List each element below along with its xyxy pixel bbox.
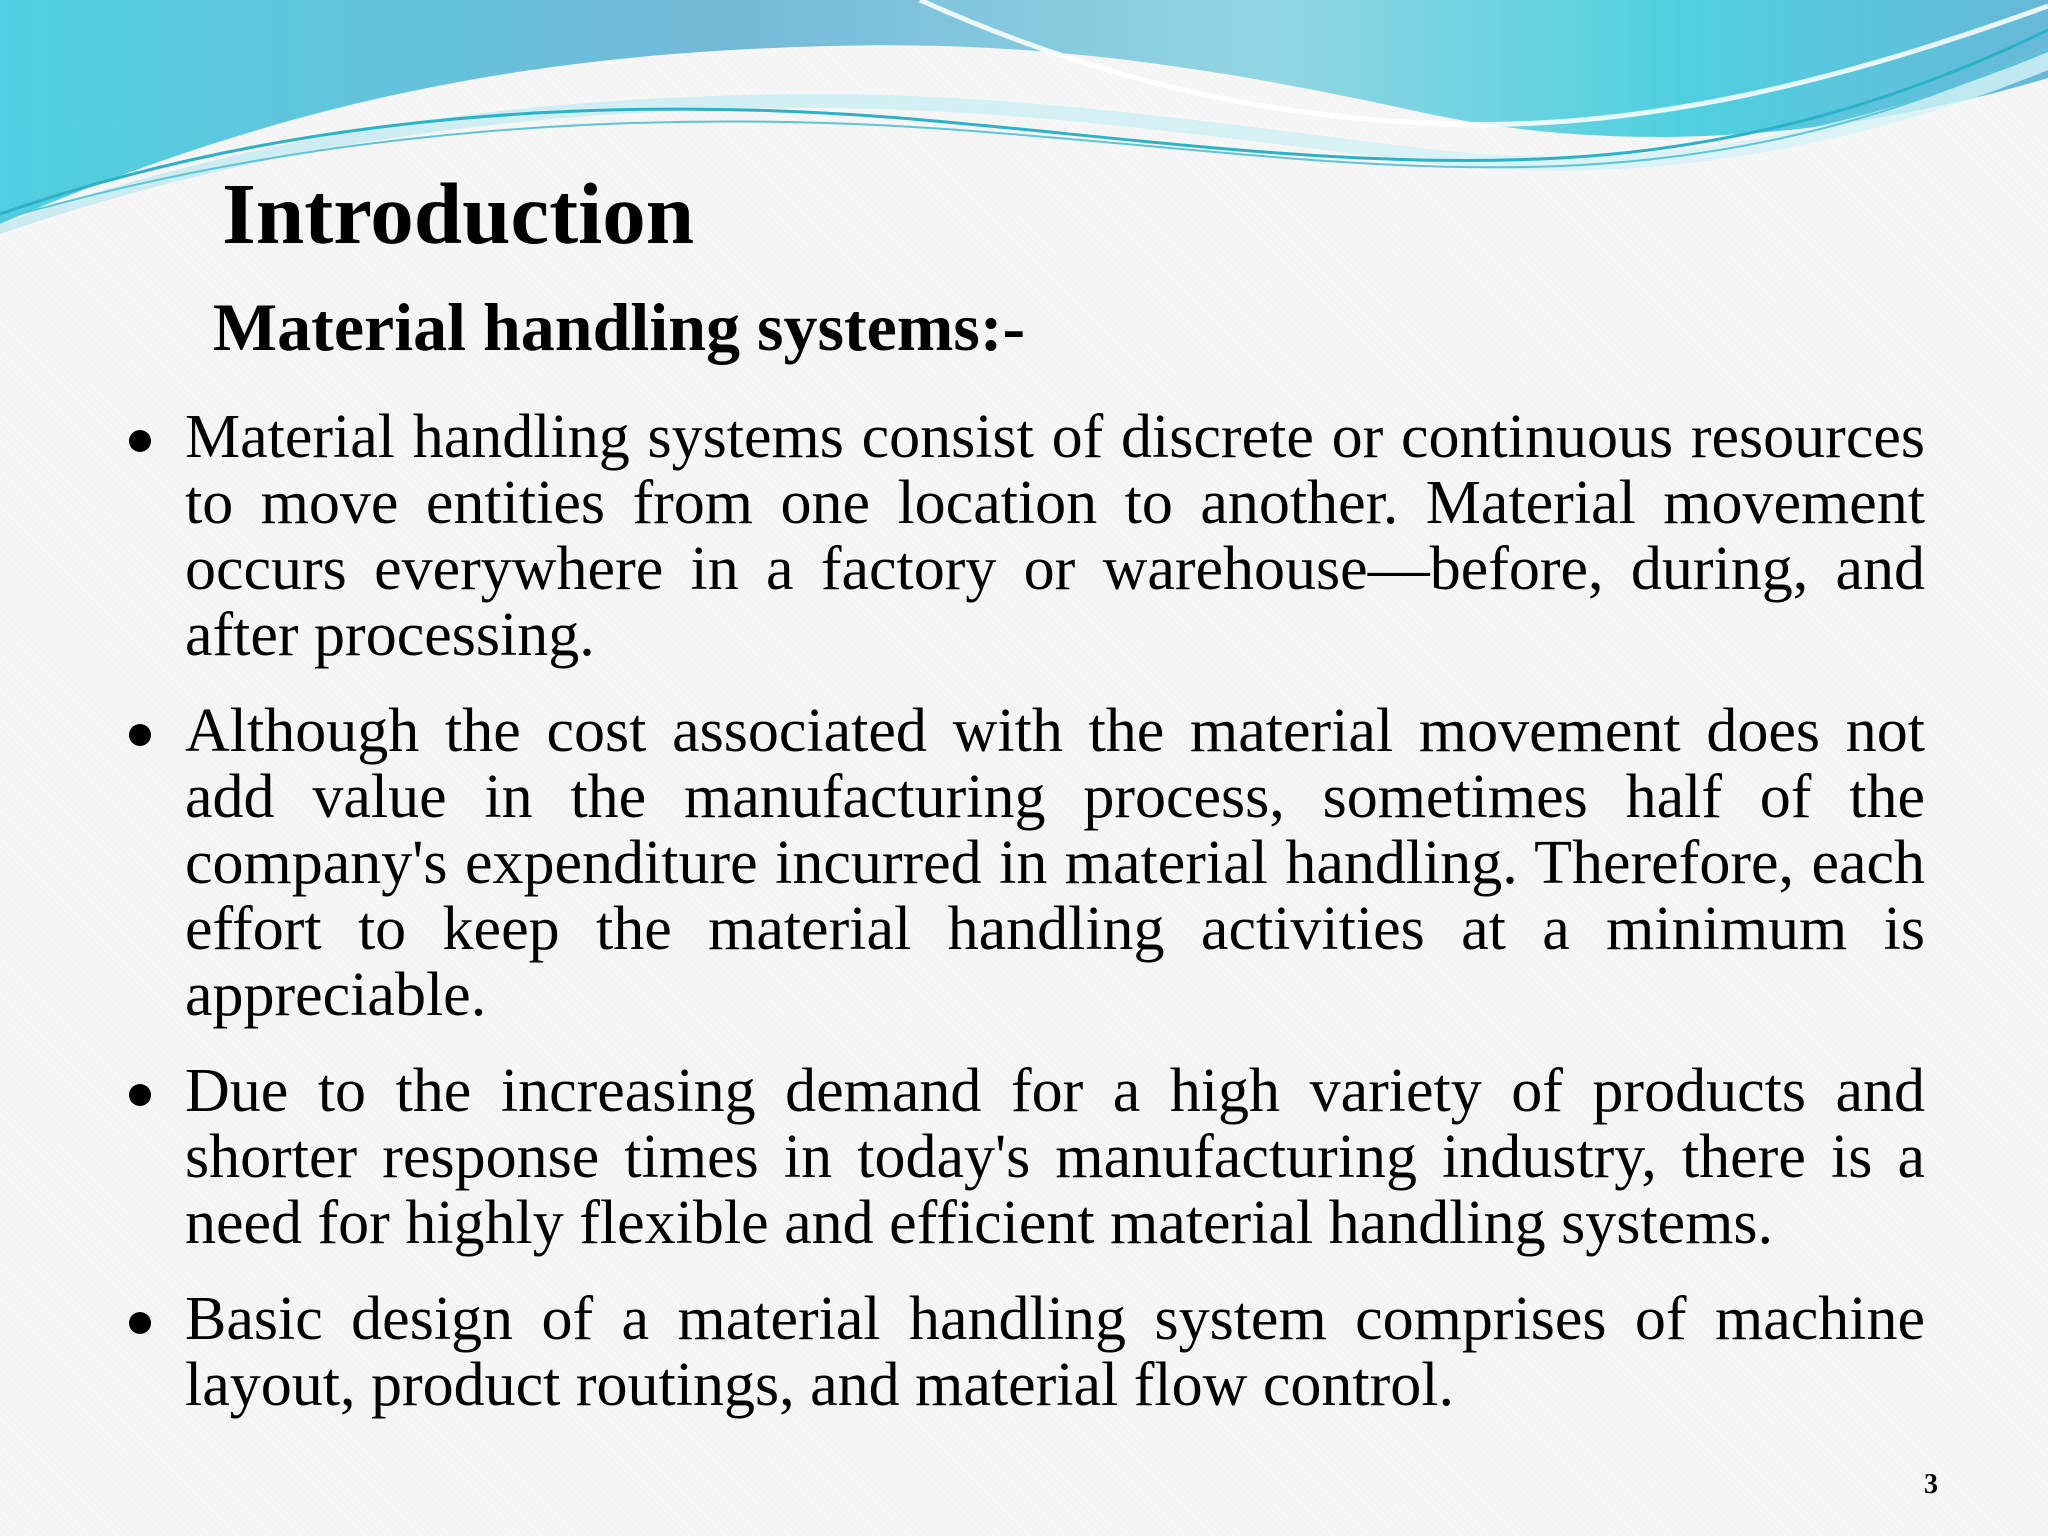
bullet-item	[0, 404, 2048, 668]
bullet-dot-icon	[129, 1312, 151, 1334]
bullet-item	[0, 1058, 2048, 1256]
bullet-dot-icon	[129, 430, 151, 452]
slide-title: Introduction	[222, 165, 695, 262]
bullet-dot-icon	[129, 724, 151, 746]
bullet-item	[0, 1286, 2048, 1418]
bullet-item	[0, 698, 2048, 1028]
bullet-list	[0, 404, 2048, 1448]
slide-subtitle: Material handling systems:-	[213, 289, 1026, 365]
bullet-text: Although the cost associated with the material movement does not add value in the manufacturing process, sometimes half of the company's expenditure incurred in material handling. Therefore, each effort to keep the material handling activities at a minimum is appreciable.	[185, 697, 1925, 1029]
bullet-text: Basic design of a material handling system comprises of machine layout, product routings, and material flow control.	[185, 1285, 1925, 1419]
page-number: 3	[1924, 1469, 1938, 1500]
bullet-text: Due to the increasing demand for a high variety of products and shorter response times in today's manufacturing industry, there is a need for highly flexible and efficient material handling systems.	[185, 1057, 1925, 1257]
bullet-dot-icon	[129, 1084, 151, 1106]
bullet-text: Material handling systems consist of discrete or continuous resources to move entities from one location to another. Material movement occurs everywhere in a factory or warehouse—before, during, and after processing.	[185, 403, 1925, 669]
